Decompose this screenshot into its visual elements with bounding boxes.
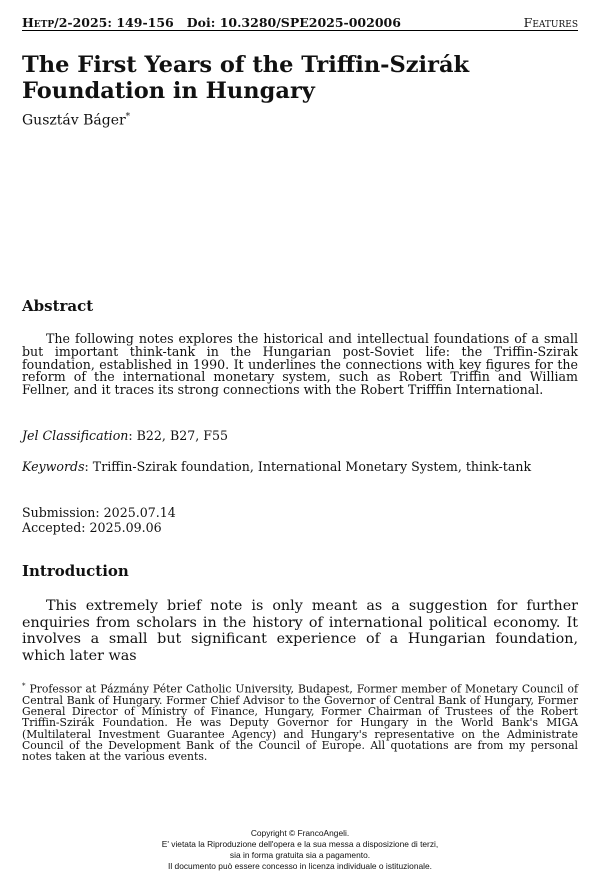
submission-date: Submission: 2025.07.14 <box>22 505 176 520</box>
footnote-text: Professor at Pázmány Péter Catholic University, Budapest, Former member of Monetary Council of Central Bank of Hungary. Former Chief Advisor to the Governor of Central Bank of Hungary, Former General Director of Ministry of Finance, Hungary, Former Chairman of Trustees of the Robert Triffin-Szirák Foundation. He was Deputy Governor for Hungary in the World Bank's MIGA (Multilateral Investment Guarantee Agency) and Hungary's representative on the Administrate Council of the Development Bank of the Council of Europe. All quotations are from my personal notes taken at the various events. <box>22 682 578 764</box>
keywords-value: : Triffin-Szirak foundation, International Monetary System, think-tank <box>84 459 532 474</box>
jel-label: Jel Classification <box>22 428 129 443</box>
copyright-line-1: Copyright © FrancoAngeli. <box>250 828 350 838</box>
introduction-heading: Introduction <box>22 562 129 580</box>
abstract-text: The following notes explores the historical and intellectual foundations of a small but important think-tank in the Hungarian post-Soviet life: the Triffin-Szirak foundation, established in 1990. It underlines the connections with key figures for the reform of the international monetary system, such as Robert Triffin and William Fellner, and it traces its strong connections with the Robert Trifffin International. <box>22 331 578 398</box>
footnote-mark: * <box>22 682 26 690</box>
accepted-date: Accepted: 2025.09.06 <box>22 520 162 535</box>
keywords-label: Keywords <box>22 459 85 474</box>
issue-pages: /2-2025: 149-156 <box>54 15 174 30</box>
author-footnote <box>22 681 578 763</box>
doi: Doi: 10.3280/SPE2025-002006 <box>186 15 401 30</box>
copyright-line-4: Il documento può essere concesso in licenza individuale o istituzionale. <box>168 861 432 871</box>
abstract-heading: Abstract <box>22 297 94 315</box>
jel-classification <box>22 428 228 443</box>
author <box>22 112 130 129</box>
introduction-text: This extremely brief note is only meant as a suggestion for further enquiries from scholars in the history of international political economy. It involves a small but significant experience of a Hungarian foundation, which later was <box>22 598 578 664</box>
copyright-line-2: E' vietata la Riproduzione dell'opera e la sua messa a disposizione di terzi, <box>161 839 439 849</box>
copyright-notice <box>0 828 600 872</box>
jel-value: : B22, B27, F55 <box>128 428 228 443</box>
author-footnote-mark: * <box>125 112 131 122</box>
section-label: Features <box>523 15 578 30</box>
header-citation <box>22 15 401 30</box>
author-name: Gusztáv Báger <box>22 112 126 129</box>
copyright-line-3: sia in forma gratuita sia a pagamento. <box>229 850 371 860</box>
keywords <box>22 459 531 474</box>
article-title: The First Years of the Triffin-Szirák Foundation in Hungary <box>22 52 470 104</box>
journal-name: Hetp <box>22 15 55 30</box>
running-header <box>22 12 578 31</box>
